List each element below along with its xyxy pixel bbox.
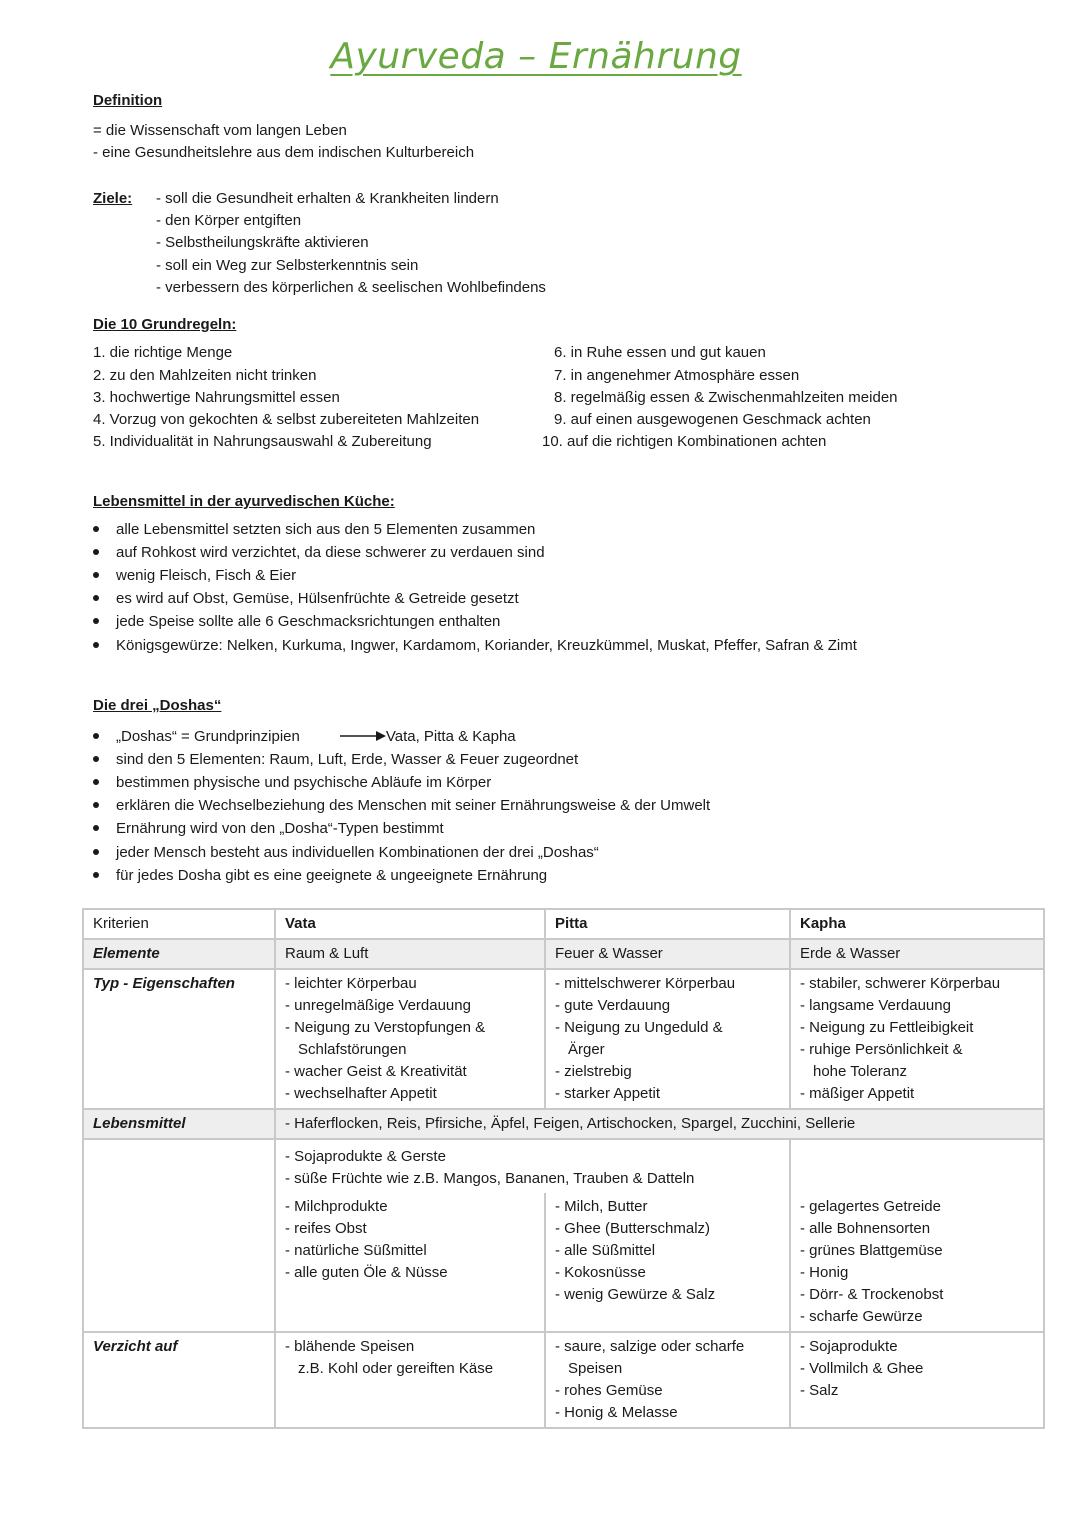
row-label-typ: Typ - Eigenschaften xyxy=(83,969,275,1109)
lebensmittel-bullet: wenig Fleisch, Fisch & Eier xyxy=(93,567,296,584)
doshas-bullet: „Doshas“ = Grundprinzipien Vata, Pitta & Kapha xyxy=(93,728,516,746)
regel-item: 10. auf die richtigen Kombinationen achten xyxy=(542,433,827,450)
dosha-table xyxy=(82,908,1045,1429)
table-row xyxy=(83,1109,1044,1139)
ziele-item: - soll die Gesundheit erhalten & Krankheiten lindern xyxy=(156,190,499,207)
table-row xyxy=(83,1139,1044,1193)
definition-line: - eine Gesundheitslehre aus dem indischen Kulturbereich xyxy=(93,144,475,161)
bullet-icon xyxy=(93,849,99,855)
lebensmittel-vata: - Milchprodukte - reifes Obst - natürliche Süßmittel - alle guten Öle & Nüsse xyxy=(275,1193,545,1332)
elemente-kapha: Erde & Wasser xyxy=(790,939,1044,969)
verzicht-pitta: - saure, salzige oder scharfe Speisen - rohes Gemüse - Honig & Melasse xyxy=(545,1332,790,1428)
regel-item: 1. die richtige Menge xyxy=(93,344,233,361)
bullet-icon xyxy=(93,526,99,532)
elemente-pitta: Feuer & Wasser xyxy=(545,939,790,969)
definition-line: = die Wissenschaft vom langen Leben xyxy=(93,122,347,139)
regel-item: 4. Vorzug von gekochten & selbst zubereiteten Mahlzeiten xyxy=(93,411,480,428)
doshas-bullet: sind den 5 Elementen: Raum, Luft, Erde, Wasser & Feuer zugeordnet xyxy=(93,751,578,768)
ziele-item: - verbessern des körperlichen & seelischen Wohlbefindens xyxy=(156,279,546,296)
regel-item: 2. zu den Mahlzeiten nicht trinken xyxy=(93,367,317,384)
header-pitta: Pitta xyxy=(545,909,790,939)
header-kriterien: Kriterien xyxy=(83,909,275,939)
regel-item: 9. auf einen ausgewogenen Geschmack achten xyxy=(554,411,871,428)
lebensmittel-bullet: alle Lebensmittel setzten sich aus den 5 Elementen zusammen xyxy=(93,521,535,538)
verzicht-kapha: - Sojaprodukte - Vollmilch & Ghee - Salz xyxy=(790,1332,1044,1428)
empty-cell xyxy=(83,1139,275,1332)
lebensmittel-kapha: - gelagertes Getreide - alle Bohnensorten - grünes Blattgemüse - Honig - Dörr- & Trockenobst - scharfe Gewürze xyxy=(790,1193,1044,1332)
doshas-bullet: erklären die Wechselbeziehung des Menschen mit seiner Ernährungsweise & der Umwelt xyxy=(93,797,710,814)
ziele-item: - Selbstheilungskräfte aktivieren xyxy=(156,234,369,251)
bullet-icon xyxy=(93,802,99,808)
regel-item: 8. regelmäßig essen & Zwischenmahlzeiten meiden xyxy=(554,389,898,406)
lebensmittel-bullet: es wird auf Obst, Gemüse, Hülsenfrüchte & Getreide gesetzt xyxy=(93,590,519,607)
row-label-elemente: Elemente xyxy=(83,939,275,969)
lebensmittel-bullet: jede Speise sollte alle 6 Geschmacksrichtungen enthalten xyxy=(93,613,500,630)
regel-item: 5. Individualität in Nahrungsauswahl & Zubereitung xyxy=(93,433,432,450)
lebensmittel-bullet: Königsgewürze: Nelken, Kurkuma, Ingwer, Kardamom, Koriander, Kreuzkümmel, Muskat, Pfeffer, Safran & Zimt xyxy=(93,637,857,654)
ziele-item: - soll ein Weg zur Selbsterkenntnis sein xyxy=(156,257,419,274)
lebensmittel-pitta: - Milch, Butter - Ghee (Butterschmalz) - alle Süßmittel - Kokosnüsse - wenig Gewürze & Salz xyxy=(545,1193,790,1332)
verzicht-vata: - blähende Speisen z.B. Kohl oder gereiften Käse xyxy=(275,1332,545,1428)
doshas-bullet: bestimmen physische und psychische Abläufe im Körper xyxy=(93,774,491,791)
header-kapha: Kapha xyxy=(790,909,1044,939)
bullet-icon xyxy=(93,549,99,555)
table-header-row xyxy=(83,909,1044,939)
grundregeln-heading: Die 10 Grundregeln: xyxy=(93,316,237,333)
bullet-icon xyxy=(93,779,99,785)
header-vata: Vata xyxy=(275,909,545,939)
table-row xyxy=(83,969,1044,1109)
elemente-vata: Raum & Luft xyxy=(275,939,545,969)
page-title: Ayurveda – Ernährung xyxy=(330,36,742,77)
typ-kapha: - stabiler, schwerer Körperbau - langsame Verdauung - Neigung zu Fettleibigkeit - ruhige Persönlichkeit & hohe Toleranz - mäßiger Appetit xyxy=(790,969,1044,1109)
lebensmittel-all: - Haferflocken, Reis, Pfirsiche, Äpfel, Feigen, Artischocken, Spargel, Zucchini, Sellerie xyxy=(275,1109,1044,1139)
bullet-icon xyxy=(93,618,99,624)
row-label-lebensmittel: Lebensmittel xyxy=(83,1109,275,1139)
lebensmittel-heading: Lebensmittel in der ayurvedischen Küche: xyxy=(93,493,395,510)
regel-item: 7. in angenehmer Atmosphäre essen xyxy=(554,367,800,384)
bullet-icon xyxy=(93,756,99,762)
doshas-bullet: jeder Mensch besteht aus individuellen Kombinationen der drei „Doshas“ xyxy=(93,844,599,861)
ziele-item: - den Körper entgiften xyxy=(156,212,302,229)
empty-cell xyxy=(790,1139,1044,1193)
row-label-verzicht: Verzicht auf xyxy=(83,1332,275,1428)
bullet-icon xyxy=(93,572,99,578)
bullet-icon xyxy=(93,872,99,878)
typ-vata: - leichter Körperbau - unregelmäßige Verdauung - Neigung zu Verstopfungen & Schlafstörungen - wacher Geist & Kreativität - wechselhafter Appetit xyxy=(275,969,545,1109)
bullet-icon xyxy=(93,642,99,648)
lebensmittel-bullet: auf Rohkost wird verzichtet, da diese schwerer zu verdauen sind xyxy=(93,544,545,561)
table-row xyxy=(83,1332,1044,1428)
doshas-heading: Die drei „Doshas“ xyxy=(93,697,222,714)
doshas-bullet: Ernährung wird von den „Dosha“-Typen bestimmt xyxy=(93,820,444,837)
definition-heading: Definition xyxy=(93,92,163,109)
doshas-bullet: für jedes Dosha gibt es eine geeignete & ungeeignete Ernährung xyxy=(93,867,547,884)
bullet-icon xyxy=(93,825,99,831)
lebensmittel-vata-pitta: - Sojaprodukte & Gerste - süße Früchte wie z.B. Mangos, Bananen, Trauben & Datteln xyxy=(275,1139,790,1193)
regel-item: 3. hochwertige Nahrungsmittel essen xyxy=(93,389,340,406)
typ-pitta: - mittelschwerer Körperbau - gute Verdauung - Neigung zu Ungeduld & Ärger - zielstrebig - starker Appetit xyxy=(545,969,790,1109)
bullet-icon xyxy=(93,733,99,739)
arrow-right-icon xyxy=(340,729,386,746)
ziele-label: Ziele: xyxy=(93,190,133,207)
bullet-icon xyxy=(93,595,99,601)
table-row xyxy=(83,939,1044,969)
regel-item: 6. in Ruhe essen und gut kauen xyxy=(554,344,766,361)
